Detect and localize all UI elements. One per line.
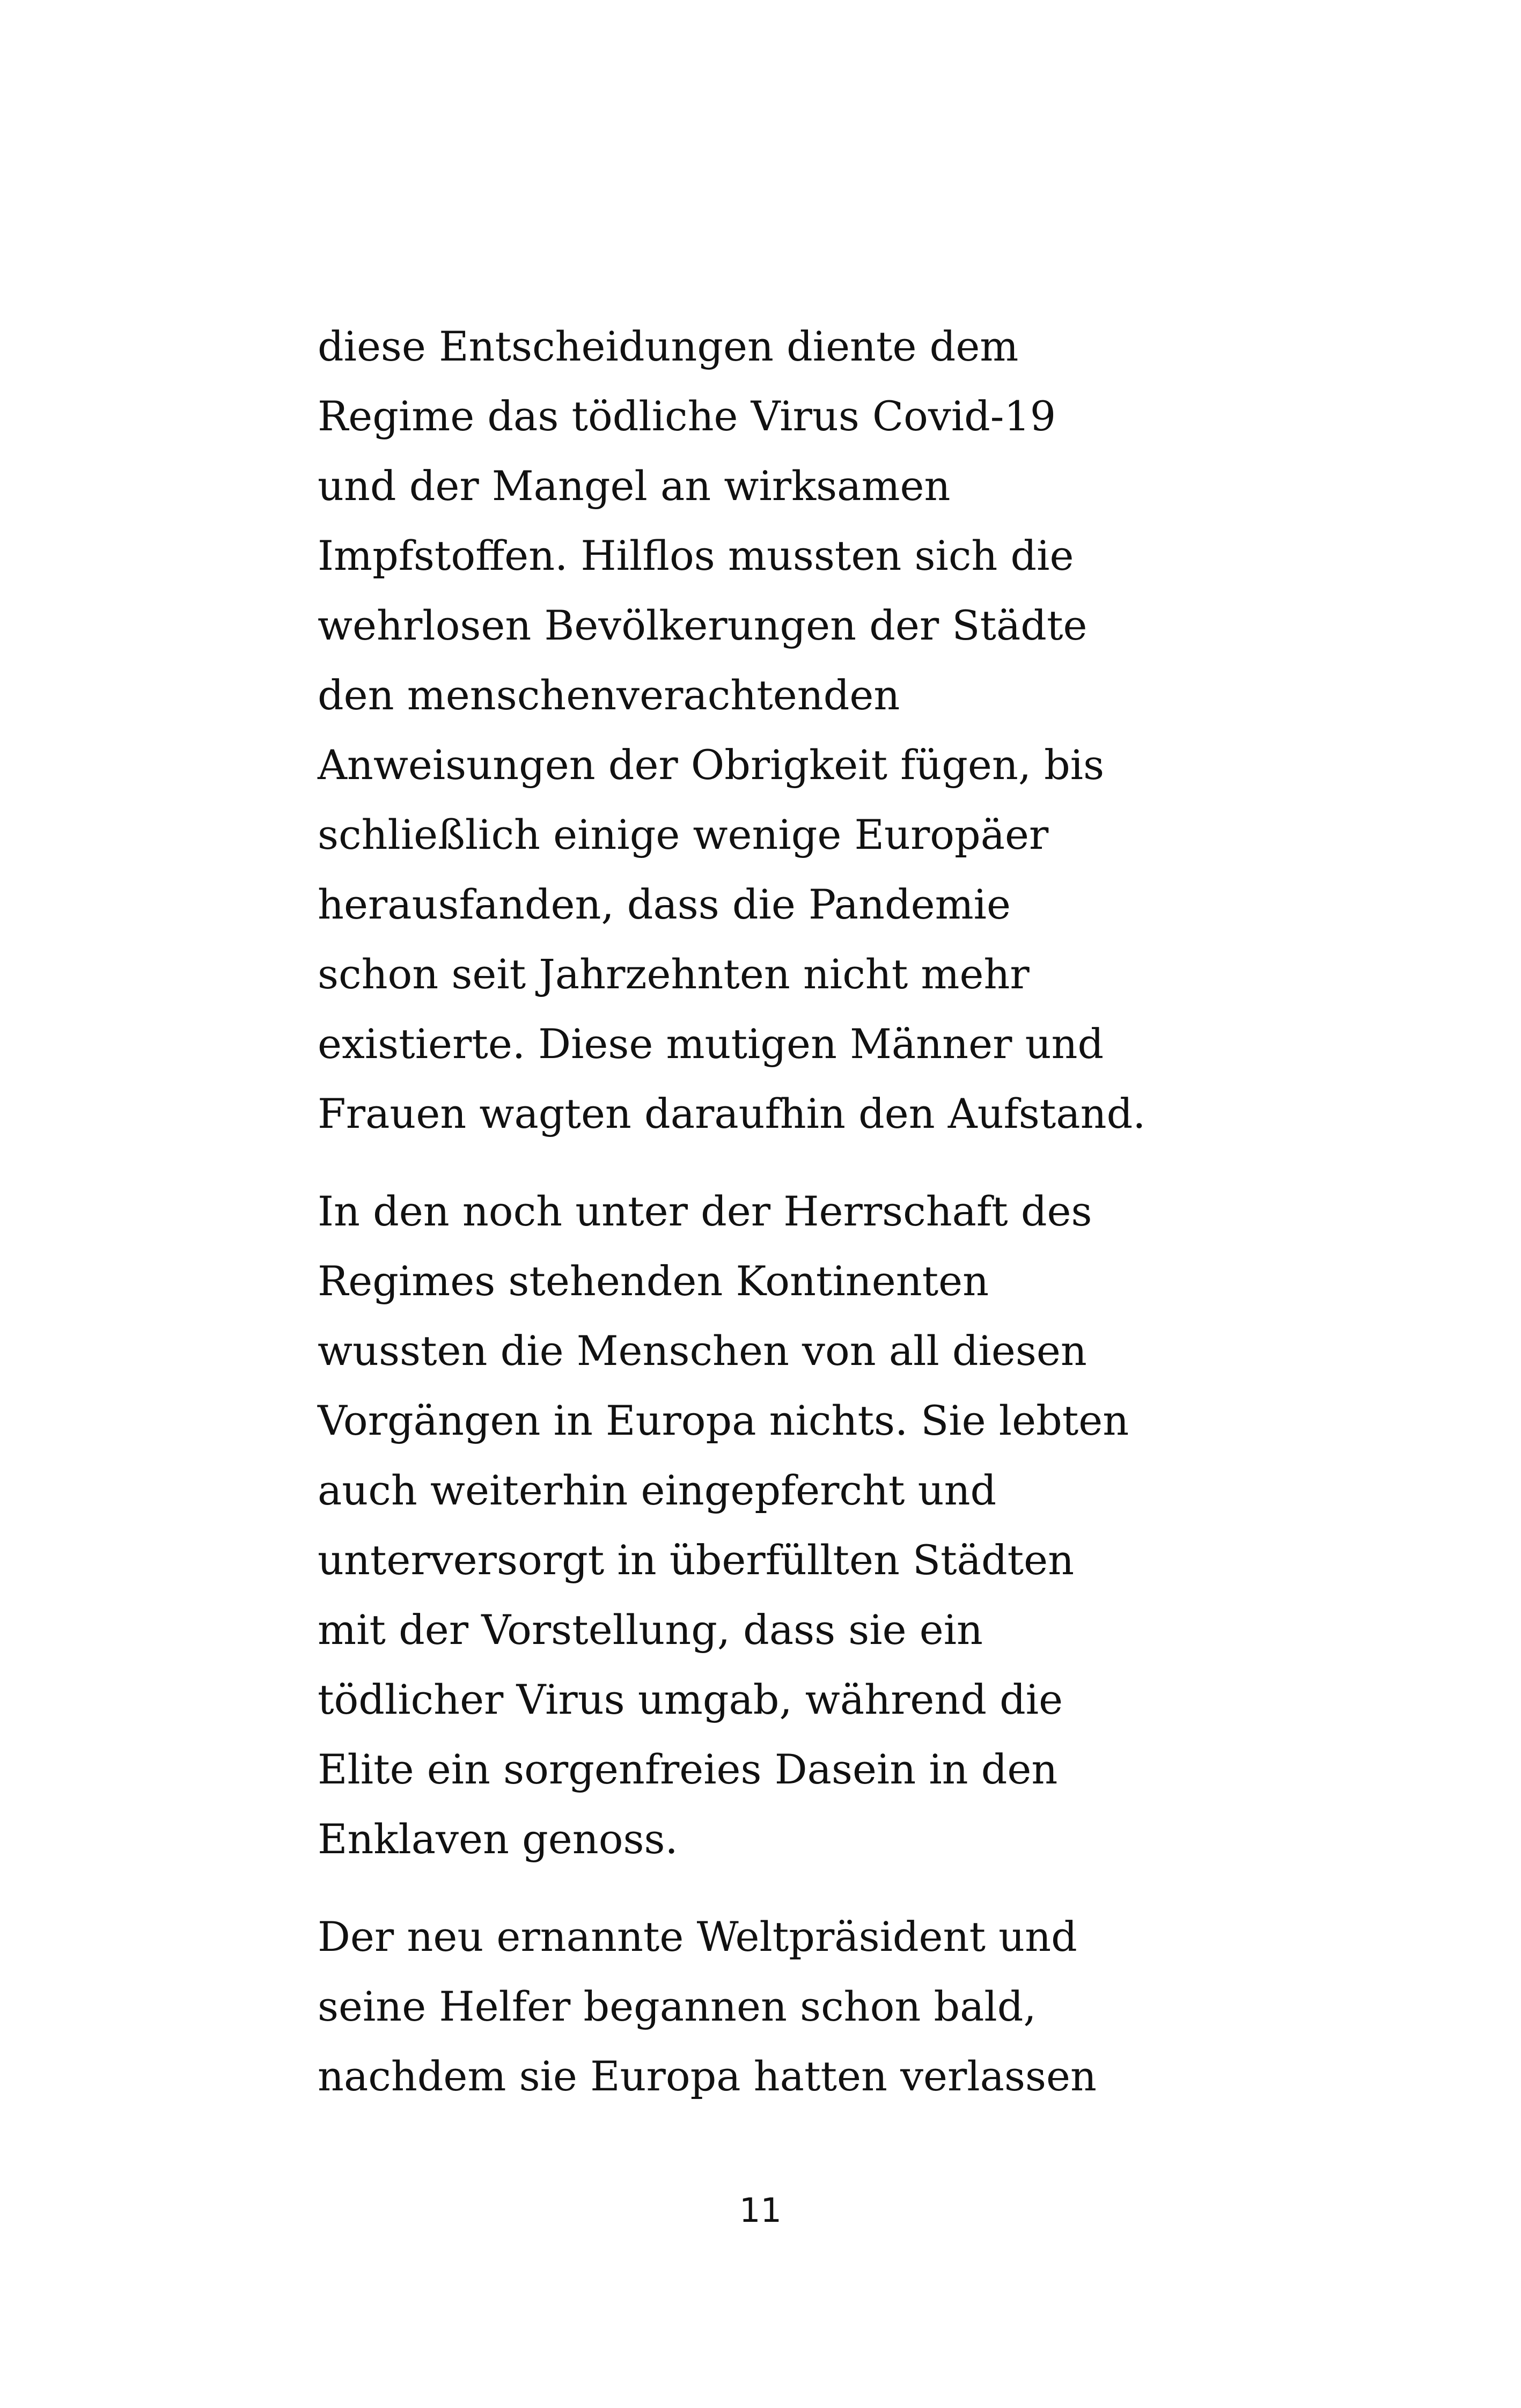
text-line: existierte. Diese mutigen Männer und xyxy=(318,1020,1104,1068)
text-line: und der Mangel an wirksamen xyxy=(318,462,951,510)
text-line: Enklaven genoss. xyxy=(318,1815,678,1863)
text-line: schon seit Jahrzehnten nicht mehr xyxy=(318,950,1030,998)
text-line: schließlich einige wenige Europäer xyxy=(318,811,1049,858)
text-line: nachdem sie Europa hatten verlassen xyxy=(318,2052,1097,2100)
text-line: Elite ein sorgenfreies Dasein in den xyxy=(318,1745,1058,1793)
text-line: In den noch unter der Herrschaft des xyxy=(318,1187,1092,1235)
paragraph-3 xyxy=(318,1910,1200,2119)
text-line: tödlicher Virus umgab, während die xyxy=(318,1676,1063,1723)
text-line: Anweisungen der Obrigkeit fügen, bis xyxy=(318,741,1105,789)
text-line: seine Helfer begannen schon bald, xyxy=(318,1983,1037,2030)
text-line: Regime das tödliche Virus Covid-19 xyxy=(318,392,1056,440)
text-line: diese Entscheidungen diente dem xyxy=(318,322,1019,370)
text-line: den menschenverachtenden xyxy=(318,671,900,719)
text-line: wehrlosen Bevölkerungen der Städte xyxy=(318,601,1088,649)
text-line: Frauen wagten daraufhin den Aufstand. xyxy=(318,1090,1146,1137)
text-line: Impfstoffen. Hilflos mussten sich die xyxy=(318,532,1074,579)
text-line: unterversorgt in überfüllten Städten xyxy=(318,1536,1075,1584)
text-line: Regimes stehenden Kontinenten xyxy=(318,1257,989,1305)
text-line: Der neu ernannte Weltpräsident und xyxy=(318,1913,1077,1961)
text-line: Vorgängen in Europa nichts. Sie lebten xyxy=(318,1397,1129,1444)
text-line: herausfanden, dass die Pandemie xyxy=(318,880,1011,928)
text-line: auch weiterhin eingepfercht und xyxy=(318,1466,997,1514)
page-number: 11 xyxy=(739,2191,782,2230)
text-line: wussten die Menschen von all diesen xyxy=(318,1327,1087,1375)
body-text xyxy=(318,320,1200,2119)
text-line: mit der Vorstellung, dass sie ein xyxy=(318,1606,983,1654)
paragraph-1 xyxy=(318,320,1200,1157)
paragraph-2 xyxy=(318,1185,1200,1882)
